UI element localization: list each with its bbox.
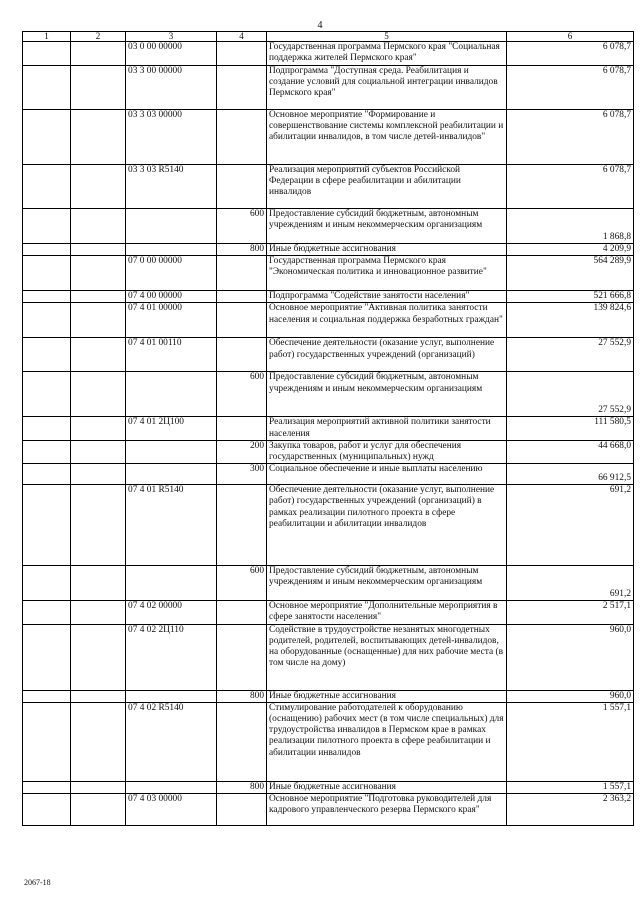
cell-col-2	[71, 165, 126, 209]
table-row	[23, 417, 634, 440]
target-article-code: 07 4 01 R5140	[126, 485, 217, 566]
expense-type-code: 800	[217, 781, 267, 793]
cell-col-1	[23, 244, 71, 256]
table-row	[23, 244, 634, 256]
cell-col-2	[71, 601, 126, 624]
amount: 2 517,1	[507, 601, 634, 624]
item-name: Подпрограмма "Доступная среда. Реабилитация и создание условий для социальной интеграции инвалидов Пермского края"	[267, 66, 507, 110]
amount: 139 824,6	[507, 303, 634, 338]
target-article-code: 07 4 01 00110	[126, 338, 217, 372]
cell-col-1	[23, 338, 71, 372]
amount: 1 557,1	[507, 702, 634, 781]
cell-col-2	[71, 42, 126, 66]
item-name: Предоставление субсидий бюджетным, автономным учреждениям и иным некоммерческим организациям	[267, 566, 507, 601]
cell-col-2	[71, 690, 126, 702]
table-row	[23, 372, 634, 417]
target-article-code: 07 4 02 2Ц110	[126, 624, 217, 690]
table-header-row	[23, 32, 634, 42]
expense-type-code	[217, 110, 267, 165]
table-row	[23, 601, 634, 624]
cell-col-1	[23, 485, 71, 566]
amount: 6 078,7	[507, 42, 634, 66]
cell-col-1	[23, 291, 71, 303]
item-name: Закупка товаров, работ и услуг для обеспечения государственных (муниципальных) нужд	[267, 440, 507, 463]
table-row	[23, 485, 634, 566]
table-row	[23, 624, 634, 690]
amount: 6 078,7	[507, 110, 634, 165]
item-name: Предоставление субсидий бюджетным, автономным учреждениям и иным некоммерческим организациям	[267, 372, 507, 417]
table-row	[23, 338, 634, 372]
target-article-code	[126, 464, 217, 485]
target-article-code: 07 4 03 00000	[126, 794, 217, 826]
expense-type-code	[217, 417, 267, 440]
item-name: Основное мероприятие "Дополнительные мероприятия в сфере занятости населения"	[267, 601, 507, 624]
target-article-code	[126, 781, 217, 793]
amount: 2 363,2	[507, 794, 634, 826]
budget-table	[22, 31, 634, 826]
expense-type-code	[217, 794, 267, 826]
amount: 66 912,5	[507, 464, 634, 485]
item-name: Основное мероприятие "Подготовка руководителей для кадрового управленческого резерва Пермского края"	[267, 794, 507, 826]
cell-col-1	[23, 42, 71, 66]
table-row	[23, 291, 634, 303]
item-name: Государственная программа Пермского края "Экономическая политика и инновационное развитие"	[267, 256, 507, 291]
table-row	[23, 781, 634, 793]
amount: 27 552,9	[507, 372, 634, 417]
table-row	[23, 566, 634, 601]
amount: 564 289,9	[507, 256, 634, 291]
target-article-code	[126, 372, 217, 417]
item-name: Государственная программа Пермского края "Социальная поддержка жителей Пермского края"	[267, 42, 507, 66]
table-row	[23, 440, 634, 463]
expense-type-code	[217, 485, 267, 566]
target-article-code: 07 4 01 2Ц100	[126, 417, 217, 440]
item-name: Содействие в трудоустройстве незанятых многодетных родителей, родителей, воспитывающих детей-инвалидов, на оборудованные (оснащенные) для них рабочие места (в том числе на дому)	[267, 624, 507, 690]
target-article-code: 03 3 03 00000	[126, 110, 217, 165]
cell-col-2	[71, 624, 126, 690]
expense-type-code	[217, 702, 267, 781]
amount: 1 868,8	[507, 209, 634, 244]
expense-type-code: 200	[217, 440, 267, 463]
item-name: Обеспечение деятельности (оказание услуг, выполнение работ) государственных учреждений (организаций) в рамках реализации пилотного проекта в сфере реабилитации и абилитации инвалидов	[267, 485, 507, 566]
amount: 960,0	[507, 690, 634, 702]
header-col-3: 3	[126, 32, 217, 42]
cell-col-1	[23, 624, 71, 690]
cell-col-2	[71, 338, 126, 372]
target-article-code: 03 3 00 00000	[126, 66, 217, 110]
expense-type-code	[217, 256, 267, 291]
cell-col-1	[23, 66, 71, 110]
item-name: Стимулирование работодателей к оборудованию (оснащению) рабочих мест (в том числе специальных) для трудоустройства инвалидов в Пермском крае в рамках реализации пилотного проекта в сфере реабилитации и абилитации инвалидов	[267, 702, 507, 781]
cell-col-2	[71, 417, 126, 440]
document-code: 2067-18	[24, 878, 51, 887]
cell-col-2	[71, 256, 126, 291]
item-name: Иные бюджетные ассигнования	[267, 244, 507, 256]
item-name: Основное мероприятие "Активная политика занятости населения и социальная поддержка безработных граждан"	[267, 303, 507, 338]
cell-col-2	[71, 372, 126, 417]
expense-type-code	[217, 303, 267, 338]
cell-col-1	[23, 165, 71, 209]
amount: 1 557,1	[507, 781, 634, 793]
table-row	[23, 110, 634, 165]
cell-col-2	[71, 303, 126, 338]
cell-col-2	[71, 781, 126, 793]
header-col-5: 5	[267, 32, 507, 42]
table-row	[23, 464, 634, 485]
target-article-code: 07 4 02 R5140	[126, 702, 217, 781]
expense-type-code: 300	[217, 464, 267, 485]
cell-col-1	[23, 372, 71, 417]
expense-type-code: 800	[217, 244, 267, 256]
expense-type-code	[217, 601, 267, 624]
table-row	[23, 66, 634, 110]
cell-col-1	[23, 601, 71, 624]
expense-type-code	[217, 42, 267, 66]
header-col-1: 1	[23, 32, 71, 42]
table-row	[23, 794, 634, 826]
table-row	[23, 303, 634, 338]
target-article-code	[126, 690, 217, 702]
table-row	[23, 165, 634, 209]
cell-col-1	[23, 110, 71, 165]
cell-col-1	[23, 440, 71, 463]
amount: 521 666,8	[507, 291, 634, 303]
target-article-code: 03 3 03 R5140	[126, 165, 217, 209]
cell-col-1	[23, 303, 71, 338]
cell-col-2	[71, 485, 126, 566]
cell-col-1	[23, 690, 71, 702]
cell-col-2	[71, 702, 126, 781]
amount: 691,2	[507, 566, 634, 601]
expense-type-code: 600	[217, 209, 267, 244]
item-name: Реализация мероприятий активной политики занятости населения	[267, 417, 507, 440]
header-col-4: 4	[217, 32, 267, 42]
cell-col-1	[23, 702, 71, 781]
item-name: Основное мероприятие "Формирование и совершенствование системы комплексной реабилитации и абилитации инвалидов, в том числе детей-инвалидов"	[267, 110, 507, 165]
cell-col-2	[71, 464, 126, 485]
amount: 691,2	[507, 485, 634, 566]
cell-col-1	[23, 417, 71, 440]
item-name: Обеспечение деятельности (оказание услуг, выполнение работ) государственных учреждений (организаций)	[267, 338, 507, 372]
amount: 27 552,9	[507, 338, 634, 372]
table-row	[23, 690, 634, 702]
amount: 960,0	[507, 624, 634, 690]
cell-col-2	[71, 209, 126, 244]
cell-col-1	[23, 794, 71, 826]
item-name: Иные бюджетные ассигнования	[267, 781, 507, 793]
cell-col-1	[23, 464, 71, 485]
table-row	[23, 42, 634, 66]
table-row	[23, 702, 634, 781]
cell-col-2	[71, 110, 126, 165]
page-number: 4	[317, 20, 323, 31]
table-row	[23, 209, 634, 244]
expense-type-code	[217, 338, 267, 372]
cell-col-2	[71, 440, 126, 463]
target-article-code: 07 0 00 00000	[126, 256, 217, 291]
item-name: Подпрограмма "Содействие занятости населения"	[267, 291, 507, 303]
amount: 6 078,7	[507, 165, 634, 209]
expense-type-code	[217, 66, 267, 110]
target-article-code	[126, 244, 217, 256]
cell-col-2	[71, 66, 126, 110]
expense-type-code: 600	[217, 566, 267, 601]
cell-col-1	[23, 566, 71, 601]
amount: 111 580,5	[507, 417, 634, 440]
target-article-code: 07 4 01 00000	[126, 303, 217, 338]
amount: 4 209,9	[507, 244, 634, 256]
header-col-6: 6	[507, 32, 634, 42]
target-article-code	[126, 566, 217, 601]
cell-col-1	[23, 781, 71, 793]
expense-type-code: 800	[217, 690, 267, 702]
target-article-code	[126, 209, 217, 244]
target-article-code: 07 4 00 00000	[126, 291, 217, 303]
target-article-code	[126, 440, 217, 463]
expense-type-code	[217, 165, 267, 209]
expense-type-code: 600	[217, 372, 267, 417]
table-row	[23, 256, 634, 291]
cell-col-2	[71, 566, 126, 601]
cell-col-2	[71, 244, 126, 256]
target-article-code: 07 4 02 00000	[126, 601, 217, 624]
cell-col-2	[71, 794, 126, 826]
target-article-code: 03 0 00 00000	[126, 42, 217, 66]
cell-col-1	[23, 209, 71, 244]
expense-type-code	[217, 291, 267, 303]
cell-col-1	[23, 256, 71, 291]
item-name: Социальное обеспечение и иные выплаты населению	[267, 464, 507, 485]
header-col-2: 2	[71, 32, 126, 42]
item-name: Предоставление субсидий бюджетным, автономным учреждениям и иным некоммерческим организациям	[267, 209, 507, 244]
item-name: Реализация мероприятий субъектов Российской Федерации в сфере реабилитации и абилитации инвалидов	[267, 165, 507, 209]
amount: 6 078,7	[507, 66, 634, 110]
expense-type-code	[217, 624, 267, 690]
item-name: Иные бюджетные ассигнования	[267, 690, 507, 702]
amount: 44 668,0	[507, 440, 634, 463]
cell-col-2	[71, 291, 126, 303]
table-body	[23, 42, 634, 826]
